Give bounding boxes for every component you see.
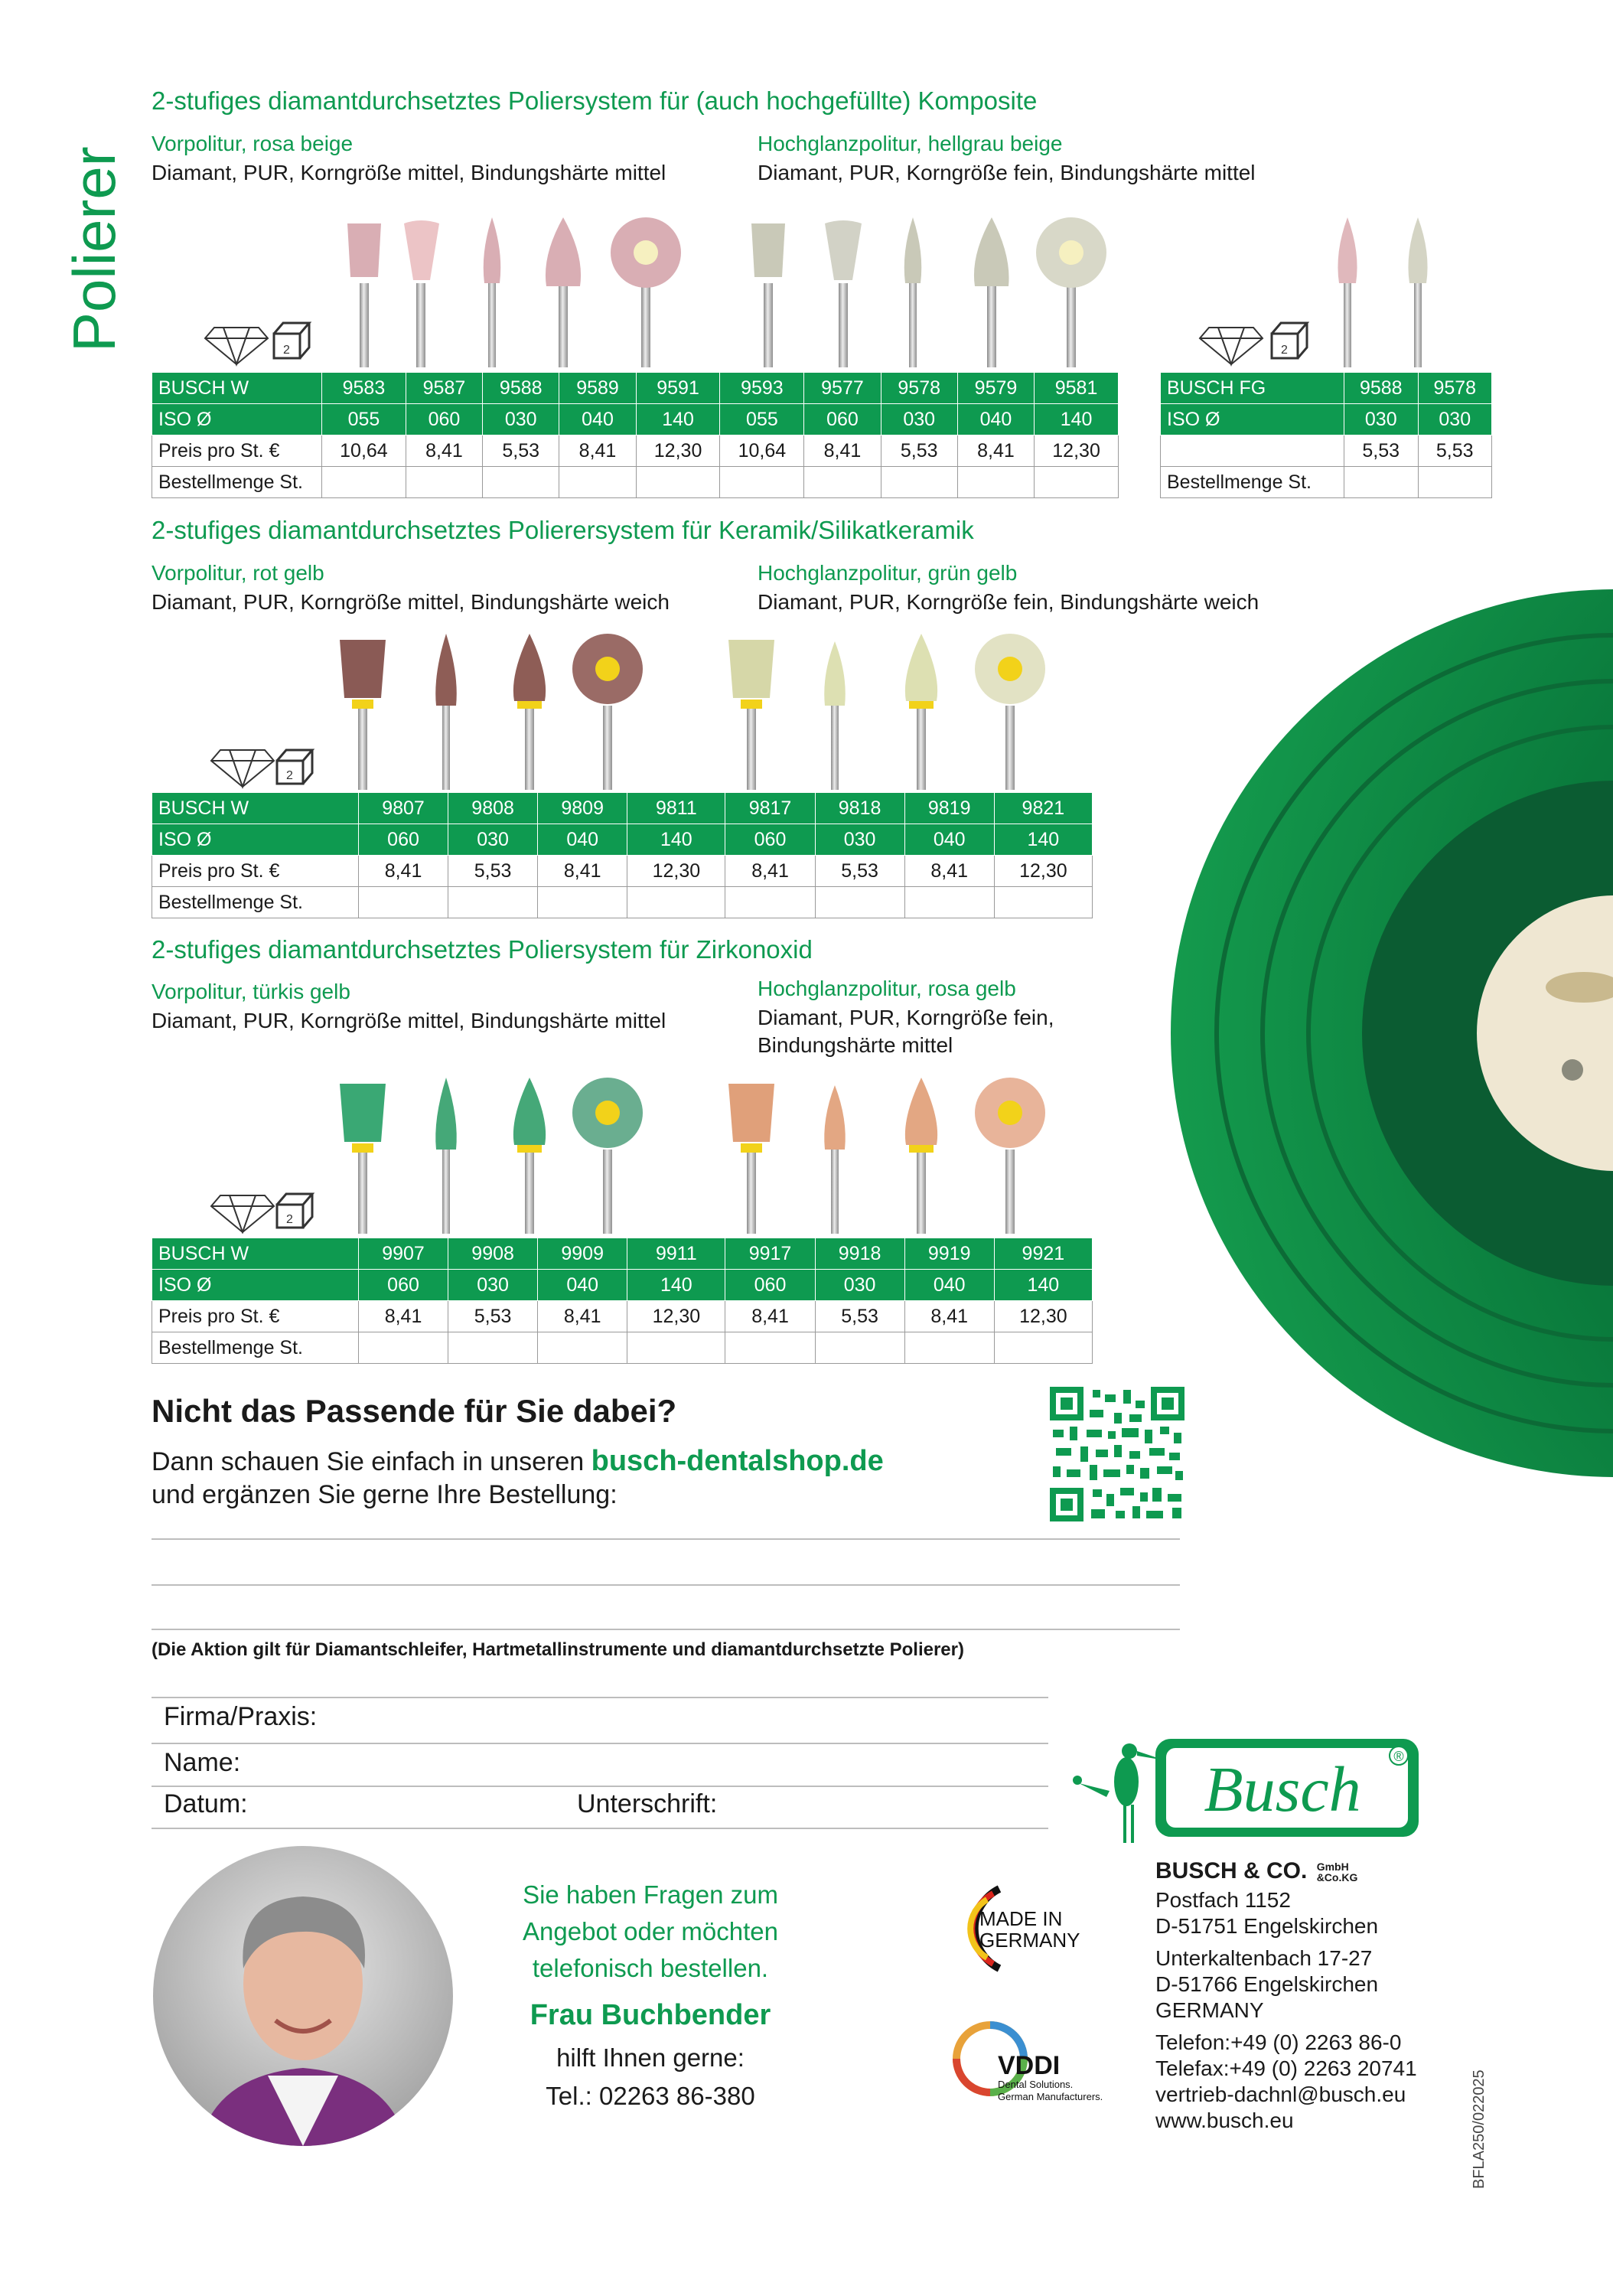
section-2-left-subtitle: Vorpolitur, rot gelb: [152, 561, 324, 585]
document-code: BFLA250/022025: [1471, 2069, 1488, 2189]
svg-text:German Manufacturers.: German Manufacturers.: [998, 2091, 1103, 2102]
diamond-icon-fg: [1200, 328, 1263, 364]
signature-field-label: Unterschrift:: [577, 1789, 718, 1818]
shop-link[interactable]: busch-dentalshop.de: [591, 1445, 884, 1477]
diamond-icon-3: [211, 1195, 274, 1232]
name-field-label: Name:: [164, 1748, 241, 1777]
svg-text:VDDI: VDDI: [998, 2051, 1061, 2080]
company-field-label: Firma/Praxis:: [164, 1702, 318, 1731]
company-field-line[interactable]: [152, 1743, 1048, 1744]
contact-help: hilft Ihnen gerne:: [556, 2043, 745, 2072]
order-line-2: [152, 1584, 1180, 1586]
section-2-right-description: Diamant, PUR, Korngröße fein, Bindungshärte weich: [758, 590, 1259, 614]
section-2-left-description: Diamant, PUR, Korngröße mittel, Bindungshärte weich: [152, 590, 670, 614]
section-1-right-subtitle: Hochglanzpolitur, hellgrau beige: [758, 132, 1063, 155]
company-fax: Telefax:+49 (0) 2263 20741: [1155, 2056, 1417, 2080]
package-icon-fg: [1272, 323, 1307, 358]
date-signature-line[interactable]: [152, 1828, 1048, 1829]
section-2-right-subtitle: Hochglanzpolitur, grün gelb: [758, 561, 1018, 585]
name-field-line[interactable]: [152, 1786, 1048, 1787]
section-2-instruments-image: [152, 629, 1100, 790]
address-po-box: Postfach 1152 D-51751 Engelskirchen: [1155, 1888, 1379, 1938]
svg-text:2: 2: [286, 769, 293, 782]
pack-qty-fg: 2: [1281, 344, 1288, 357]
promo-line-1: Dann schauen Sie einfach in unseren busch-dentalshop.de: [152, 1445, 884, 1477]
section-1-title: 2-stufiges diamantdurchsetztes Poliersystem für (auch hochgefüllte) Komposite: [152, 86, 1038, 115]
company-website[interactable]: www.busch.eu: [1155, 2108, 1294, 2132]
section-3-table: BUSCH W 9907 9908 9909 9911 9917 9918 9919 9921 ISO Ø 060 030 040 140 060 030 040 140 Preis pro St. € 8,41 5,53 8,41 12,30 8,41 5,53 8,41 12,30 Bestellmenge St.: [152, 1238, 1093, 1364]
order-line-3: [152, 1629, 1180, 1630]
svg-text:®: ®: [1393, 1749, 1404, 1764]
contact-portrait-image: [153, 1846, 453, 2146]
side-title: [60, 122, 152, 352]
promo-line-2: und ergänzen Sie gerne Ihre Bestellung:: [152, 1480, 618, 1509]
section-3-left-subtitle: Vorpolitur, türkis gelb: [152, 980, 350, 1003]
contact-phone[interactable]: Tel.: 02263 86-380: [546, 2082, 755, 2110]
section-3-right-description-2: Bindungshärte mittel: [758, 1033, 953, 1057]
company-email[interactable]: vertrieb-dachnl@busch.eu: [1155, 2082, 1406, 2106]
section-1-left-description: Diamant, PUR, Korngröße mittel, Bindungshärte mittel: [152, 161, 666, 184]
section-3-right-subtitle: Hochglanzpolitur, rosa gelb: [758, 977, 1016, 1000]
order-line-1: [152, 1538, 1180, 1540]
pack-qty-1: 2: [283, 344, 290, 357]
svg-text:Busch: Busch: [1204, 1754, 1361, 1825]
vddi-badge: [952, 2008, 1128, 2108]
address-street: Unterkaltenbach 17-27 D-51766 Engelskirchen GERMANY: [1155, 1946, 1379, 2022]
package-icon-2: [277, 750, 312, 784]
section-2-title: 2-stufiges diamantdurchsetztes Polierersystem für Keramik/Silikatkeramik: [152, 516, 974, 544]
section-3-left-description: Diamant, PUR, Korngröße mittel, Bindungshärte mittel: [152, 1009, 666, 1032]
promo-note: (Die Aktion gilt für Diamantschleifer, Hartmetallinstrumente und diamantdurchsetzte Polierer): [152, 1639, 964, 1660]
section-3-instruments-image: [152, 1073, 1100, 1234]
company-name: BUSCH & CO. GmbH &Co.KG: [1155, 1858, 1358, 1884]
diamond-icon: [205, 328, 268, 364]
row-label: BUSCH W: [152, 373, 322, 404]
qr-code-image: [1050, 1387, 1184, 1521]
svg-text:Dental Solutions.: Dental Solutions.: [998, 2079, 1074, 2090]
promo-heading: Nicht das Passende für Sie dabei?: [152, 1393, 677, 1429]
section-1-right-description: Diamant, PUR, Korngröße fein, Bindungshärte mittel: [758, 161, 1256, 184]
side-title-text: Polierer: [60, 146, 128, 352]
busch-logo: [1064, 1737, 1423, 1852]
form-top-line: [152, 1697, 1048, 1698]
made-in-germany-badge: [946, 1883, 1083, 1975]
section-1-table: BUSCH W 9583 9587 9588 9589 9591 9593 9577 9578 9579 9581 ISO Ø 055 060 030 040 140 055 060 030 040 140 Preis pro St. € 10,64 8,41 5,53 8,41 12,30 10,64 8,41 5,53 8,41 12,30 Bestellmenge St.: [152, 372, 1119, 498]
package-icon-3: [277, 1194, 312, 1228]
section-3-title: 2-stufiges diamantdurchsetztes Poliersystem für Zirkonoxid: [152, 935, 813, 964]
svg-text:MADE IN: MADE IN: [979, 1907, 1063, 1930]
section-2-table: BUSCH W 9807 9808 9809 9811 9817 9818 9819 9821 ISO Ø 060 030 040 140 060 030 040 140 Preis pro St. € 8,41 5,53 8,41 12,30 8,41 5,53 8,41 12,30 Bestellmenge St.: [152, 792, 1093, 918]
date-field-label: Datum:: [164, 1789, 248, 1818]
diamond-icon-2: [211, 750, 274, 787]
section-1-left-subtitle: Vorpolitur, rosa beige: [152, 132, 354, 155]
section-1-fg-table: BUSCH FG 9588 9578 ISO Ø 030 030 5,53 5,53 Bestellmenge St.: [1160, 372, 1492, 498]
svg-text:2: 2: [286, 1213, 293, 1226]
vinyl-record-image: [1125, 589, 1613, 1477]
contact-invite: Sie haben Fragen zum Angebot oder möchten telefonisch bestellen.: [523, 1880, 778, 1982]
package-icon: [274, 323, 309, 358]
svg-text:GERMANY: GERMANY: [979, 1929, 1080, 1952]
stork-icon: [1073, 1743, 1165, 1843]
contact-name: Frau Buchbender: [530, 1999, 771, 2031]
section-3-right-description-1: Diamant, PUR, Korngröße fein,: [758, 1006, 1054, 1029]
company-contacts: [1155, 2030, 1417, 2134]
section-1-instruments-image: [152, 207, 1498, 367]
qty-cell[interactable]: [322, 467, 406, 498]
company-phone[interactable]: Telefon:+49 (0) 2263 86-0: [1155, 2030, 1402, 2054]
